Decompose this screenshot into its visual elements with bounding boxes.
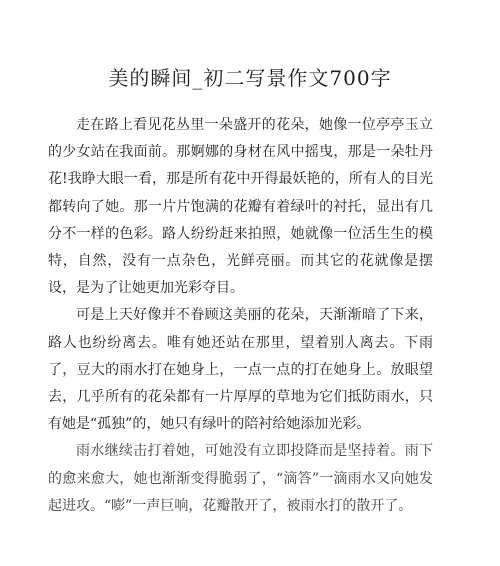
page-title: 美的瞬间_初二写景作文700字 (108, 66, 392, 90)
paragraph-1: 走在路上看见花丛里一朵盛开的花朵，她像一位亭亭玉立的少女站在我面前。那婀娜的身材在风中摇曳，那是一朵牡丹花!我睁大眼一看，那是所有花中开得最妖艳的，所有人的目光都转向了她。那一片片饱满的花瓣有着绿叶的衬托，显出有几分不一样的色彩。路人纷纷赶来拍照，她就像一位活生生的模特，自然，没有一点杂色，光鲜亮丽。而其它的花就像是摆设，是为了让她更加光彩夺目。 (48, 117, 433, 297)
essay-body (48, 112, 433, 520)
paragraph-2: 可是上天好像并不眷顾这美丽的花朵，天渐渐暗了下来，路人也纷纷离去。唯有她还站在那里，望着别人离去。下雨了，豆大的雨水打在她身上，一点一点的打在她身上。放眼望去，几乎所有的花朵都有一片厚厚的草地为它们抵防雨水，只有她是“孤独”的，她只有绿叶的陪衬给她添加光彩。 (48, 307, 433, 433)
paragraph-3: 雨水继续击打着她，可她没有立即投降而是坚持着。雨下的愈来愈大，她也渐渐变得脆弱了，“滴答”一滴雨水又向她发起进攻。“嘭”一声巨响，花瓣散开了，被雨水打的散开了。 (48, 443, 433, 514)
